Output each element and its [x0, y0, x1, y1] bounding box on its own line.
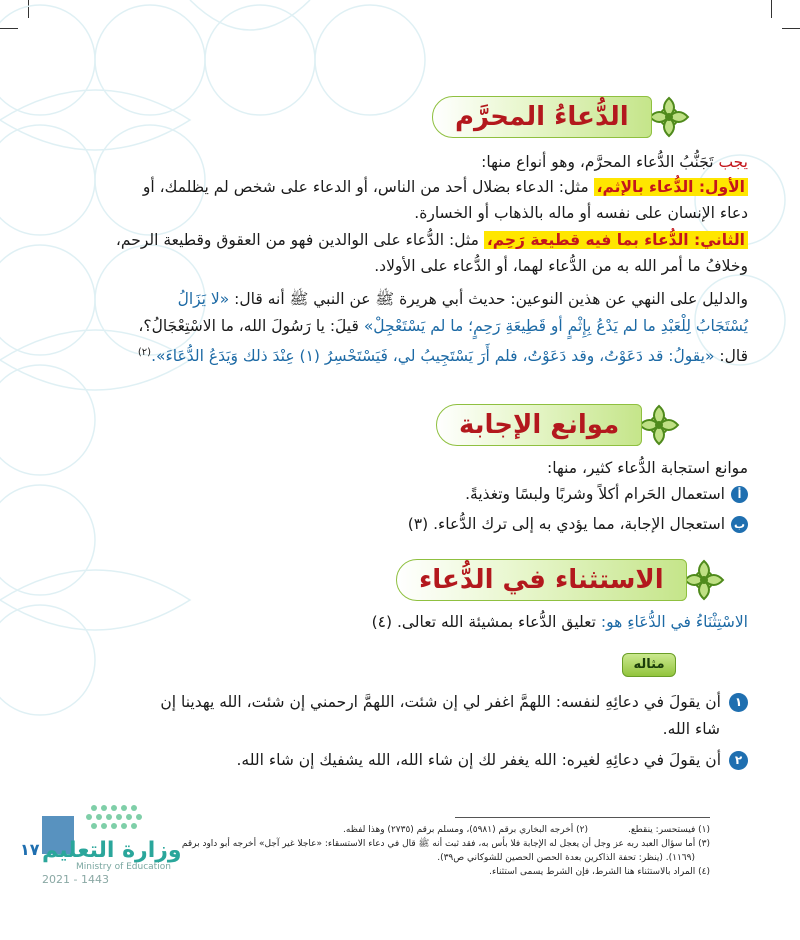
footnote: (٣) أما سؤال العبد ربه عز وجل أن يعجل له الإجابة فلا بأس به، فقد ثبت أنه ﷺ قال في دعاء الاستسقاء: «عاجلا غير آجل» أخرجه أبو داود برقم [181, 839, 710, 849]
section-header-exception [396, 557, 727, 603]
ministry-name: وزارة التعليم [42, 838, 182, 863]
example-item: ١أن يقولَ في دعائِهِ لنفسه: اللهمَّ اغفر لي إن شئت، اللهمَّ ارحمني إن شئت، الله يهدينا إن [160, 690, 748, 714]
section-title: موانع الإجابة [436, 404, 642, 446]
list-item: أاستعمال الحَرام أكلاً وشربًا ولبسًا وتغذيةً. [465, 482, 748, 506]
section-title: الدُّعاءُ المحرَّم [432, 96, 652, 138]
paragraph-second-type: الثاني: الدُّعاء بما فيه قطيعة رَحِم، مثل: الدُّعاء على الوالدين فهو من العقوق وقطيعة الرحم، [116, 228, 748, 252]
highlight-label: الأول: الدُّعاء بالإثم، [594, 178, 748, 196]
highlight-label: الثاني: الدُّعاء بما فيه قطيعة رَحِم، [484, 231, 748, 249]
evidence-line-1: والدليل على النهي عن هذين النوعين: حديث أبي هريرة ﷺ عن النبي ﷺ أنه قال: «لا يَزَالُ [177, 290, 748, 308]
number-marker: ٢ [729, 751, 748, 770]
green-knot-icon [681, 557, 727, 603]
number-marker: ١ [729, 693, 748, 712]
bullet-marker: ب [731, 516, 748, 533]
footnote: (١١٦٩). (ينظر: تحفة الذاكرين بعدة الحصن الحصين للشوكاني ص٣٩). [437, 853, 695, 863]
example-item: ٢أن يقولَ في دعائِهِ لغيره: الله يغفر لك إن شاء الله، الله يشفيك إن شاء الله. [237, 748, 749, 772]
paragraph-exception-definition: الاسْتِثْنَاءُ في الدُّعَاءِ هو: تعليق الدُّعاء بمشيئة الله تعالى. (٤) [371, 613, 748, 631]
footnote: (١) فيستحسر: ينقطع.(٢) أخرجه البخاري برقم (٥٩٨١)، ومسلم برقم (٢٧٣٥) وهذا لفظه. [343, 825, 710, 835]
evidence-line-2: يُسْتَجَابُ لِلْعَبْدِ ما لم يَدْعُ بِإِثْمٍ أو قَطِيعَةِ رَحِمٍ؛ ما لم يَسْتَعْجِلْ» قيلَ: يا رَسُولَ الله، ما الاسْتِعْجَالُ؟، [138, 317, 748, 335]
paragraph-obstacles-intro: موانع استجابة الدُّعاء كثير، منها: [547, 459, 748, 477]
footnote-divider [455, 817, 710, 818]
evidence-line-3: قال: «يقولُ: قد دَعَوْتُ، وقد دَعَوْتُ، فلم أَرَ يَسْتَجِيبُ لي، فَيَسْتَحْسِرُ (١) عِنْدَ ذلك وَيَدَعُ الدُّعَاءَ».$^{(٢)}$ [137, 347, 748, 366]
paragraph-first-type-cont: دعاء الإنسان على نفسه أو ماله بالذهاب أو الخسارة. [414, 204, 748, 222]
green-knot-icon [646, 94, 692, 140]
paragraph-first-type: الأول: الدُّعاء بالإثم، مثل: الدعاء بضلال أحد من الناس، أو الدعاء على شخص لم يظلمك، أو [143, 175, 748, 199]
paragraph-second-type-cont: وخلافُ ما أمر الله به من الدُّعاء لهما، أو الدُّعاء على الأولاد. [374, 257, 748, 275]
edition-year: 2021 - 1443 [42, 873, 109, 886]
example-item-cont: شاء الله. [662, 720, 720, 738]
section-header-forbidden-dua [432, 94, 692, 140]
green-knot-icon [636, 402, 682, 448]
paragraph-intro: يجب تَجَنُّبُ الدُّعاء المحرَّم، وهو أنواع منها: [481, 153, 748, 171]
section-title: الاستثناء في الدُّعاء [396, 559, 687, 601]
list-item: باستعجال الإجابة، مما يؤدي به إلى ترك الدُّعاء. (٣) [408, 512, 748, 536]
example-tag: مثاله [622, 653, 676, 677]
section-header-obstacles [436, 402, 682, 448]
page-number: ١٧ [20, 840, 40, 859]
footnote: (٤) المراد بالاستثناء هنا الشرط، فإن الشرط يسمى استثناء. [489, 867, 710, 877]
bullet-marker: أ [731, 486, 748, 503]
ministry-name-en: Ministry of Education [76, 862, 171, 872]
